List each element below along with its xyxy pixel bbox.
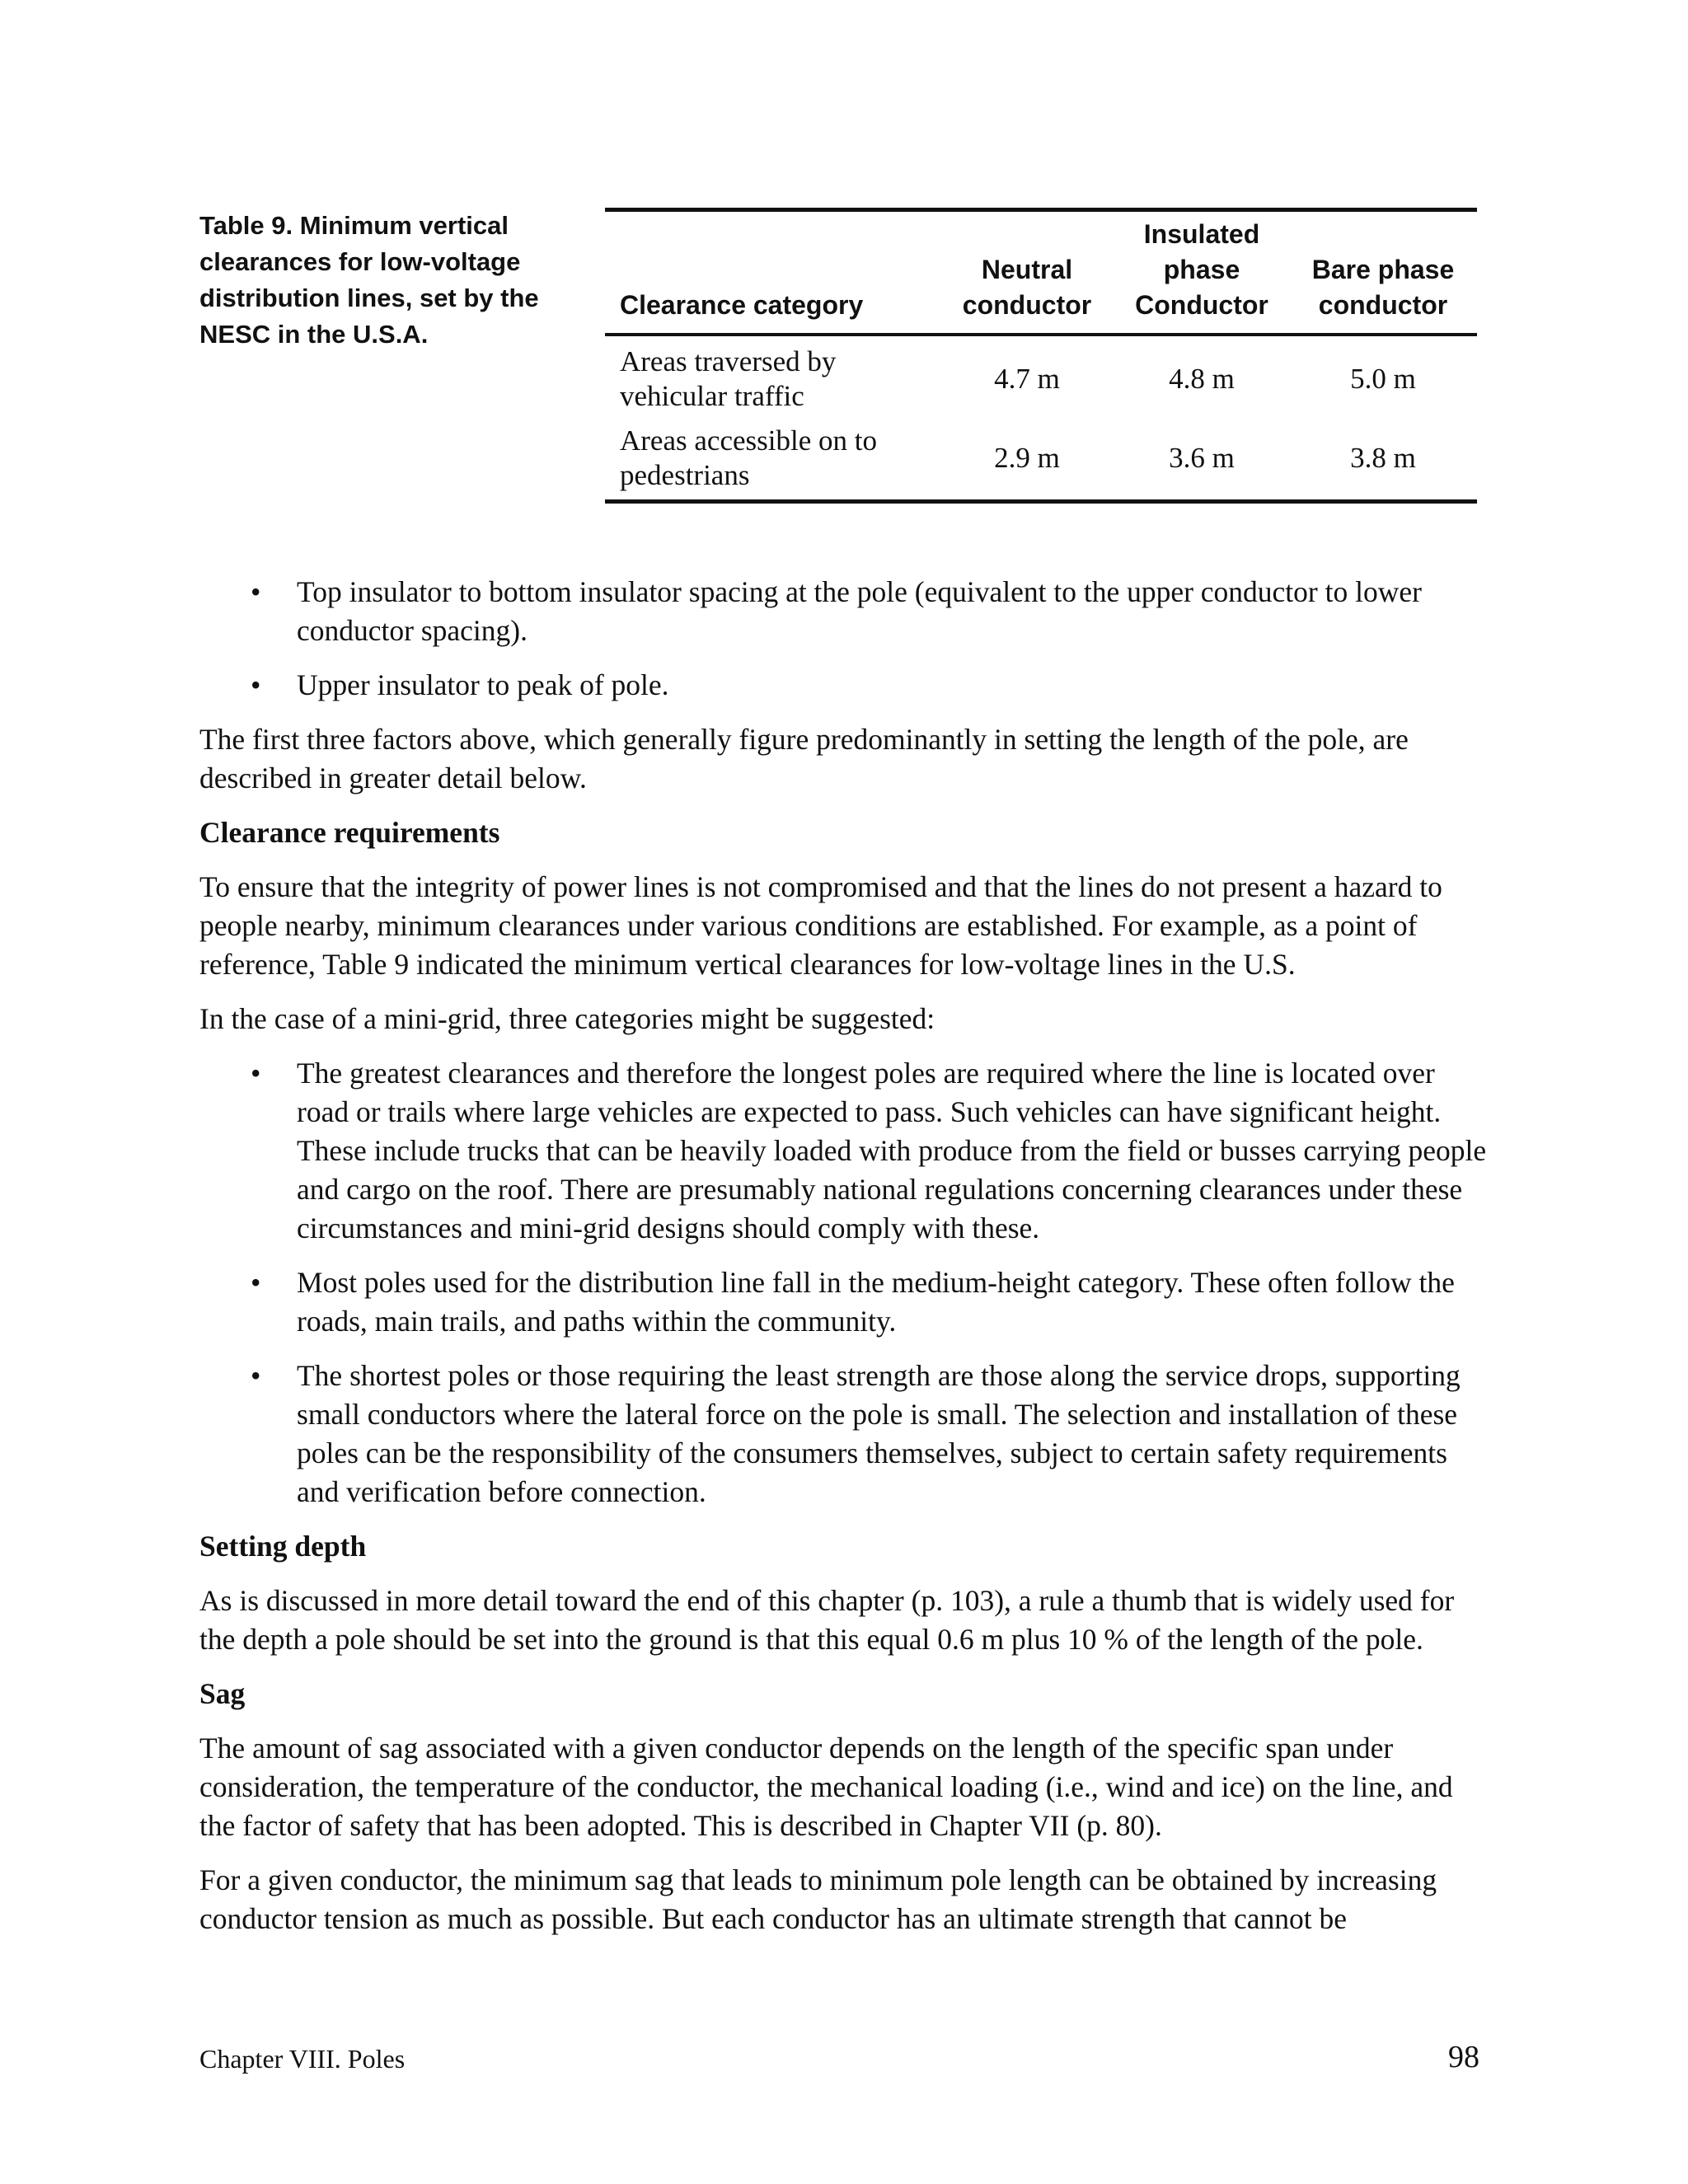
heading-setting-depth: Setting depth — [199, 1530, 367, 1563]
list-item — [199, 573, 1493, 650]
bullet-icon: • — [251, 1057, 261, 1090]
header-insulated-phase-conductor: Insulated phase Conductor — [1135, 219, 1268, 320]
list-item-text: The shortest poles or those requiring the least strength are those along the service drops, supporting small conductors where the lateral force on the pole is small. The selection and installation of these poles can be the responsibility of the consumers themselves, subject to certain safety requirements and verification before connection. — [297, 1359, 1461, 1508]
footer-page-number: 98 — [1448, 2040, 1479, 2074]
list-item-text: Upper insulator to peak of pole. — [297, 668, 669, 701]
list-item — [199, 1054, 1493, 1248]
table-bottom-rule — [605, 499, 1477, 504]
table-row — [605, 336, 1477, 419]
cell-neutral: 4.7 m — [994, 363, 1060, 395]
list-item-text: Top insulator to bottom insulator spacing at the pole (equivalent to the upper conductor to lower conductor spacing). — [297, 575, 1422, 647]
list-item-text: Most poles used for the distribution line fall in the medium-height category. These often follow the roads, main trails, and paths within the community. — [297, 1266, 1455, 1338]
sag-paragraph-2: For a given conductor, the minimum sag that leads to minimum pole length can be obtained by increasing conductor tension as much as possible. But each conductor has an ultimate strength that cannot be — [199, 1863, 1437, 1935]
cell-insulated: 3.6 m — [1169, 442, 1235, 474]
cell-bare: 3.8 m — [1350, 442, 1416, 474]
clearance-table-wrapper — [605, 208, 1477, 504]
cell-category: Areas accessible on to pedestrians — [620, 424, 877, 491]
body-text — [199, 573, 1493, 1954]
table-caption: Table 9. Minimum vertical clearances for low-voltage distribution lines, set by the NESC in the U.S.A. — [199, 211, 539, 349]
header-clearance-category: Clearance category — [620, 290, 864, 320]
table-row — [605, 419, 1477, 499]
cell-insulated: 4.8 m — [1169, 363, 1235, 395]
cell-neutral: 2.9 m — [994, 442, 1060, 474]
cell-category: Areas traversed by vehicular traffic — [620, 345, 837, 412]
bullet-list-categories — [199, 1054, 1493, 1511]
list-item — [199, 1263, 1493, 1341]
list-item — [199, 1357, 1493, 1511]
header-neutral-conductor: Neutral conductor — [962, 255, 1092, 320]
clearance-table-body — [605, 336, 1477, 499]
heading-sag: Sag — [199, 1677, 246, 1710]
bullet-icon: • — [251, 668, 261, 701]
list-item-text: The greatest clearances and therefore the longest poles are required where the line is located over road or trails where large vehicles are expected to pass. Such vehicles can have significant height. These include trucks that can be heavily loaded with produce from the field or busses carrying people and cargo on the roof. There are presumably national regulations concerning clearances under these circumstances and mini-grid designs should comply with these. — [297, 1057, 1487, 1244]
clearance-table — [605, 212, 1477, 333]
bullet-icon: • — [251, 575, 261, 608]
intro-paragraph: The first three factors above, which generally figure predominantly in setting the length of the pole, are described in greater detail below. — [199, 723, 1409, 794]
cell-bare: 5.0 m — [1350, 363, 1416, 395]
footer-chapter-title: Chapter VIII. Poles — [199, 2044, 406, 2074]
table-header-row — [605, 212, 1477, 333]
clearance-paragraph-1: To ensure that the integrity of power lines is not compromised and that the lines do not present a hazard to people nearby, minimum clearances under various conditions are established. For example, as a point of reference, Table 9 indicated the minimum vertical clearances for low-voltage lines in the U.S. — [199, 870, 1442, 981]
setting-depth-paragraph: As is discussed in more detail toward the end of this chapter (p. 103), a rule a thumb that is widely used for the depth a pole should be set into the ground is that this equal 0.6 m plus 10 % of the length of the pole. — [199, 1584, 1455, 1656]
bullet-icon: • — [251, 1266, 261, 1299]
header-bare-phase-conductor: Bare phase conductor — [1311, 255, 1455, 320]
heading-clearance-requirements: Clearance requirements — [199, 816, 500, 849]
clearance-paragraph-2: In the case of a mini-grid, three categories might be suggested: — [199, 1002, 935, 1035]
sag-paragraph-1: The amount of sag associated with a given conductor depends on the length of the specific span under consideration, the temperature of the conductor, the mechanical loading (i.e., wind and ice) on the line, and the factor of safety that has been adopted. This is described in Chapter VII (p. 80). — [199, 1732, 1453, 1842]
bullet-icon: • — [251, 1359, 261, 1392]
list-item — [199, 666, 1493, 705]
bullet-list-top — [199, 573, 1493, 705]
